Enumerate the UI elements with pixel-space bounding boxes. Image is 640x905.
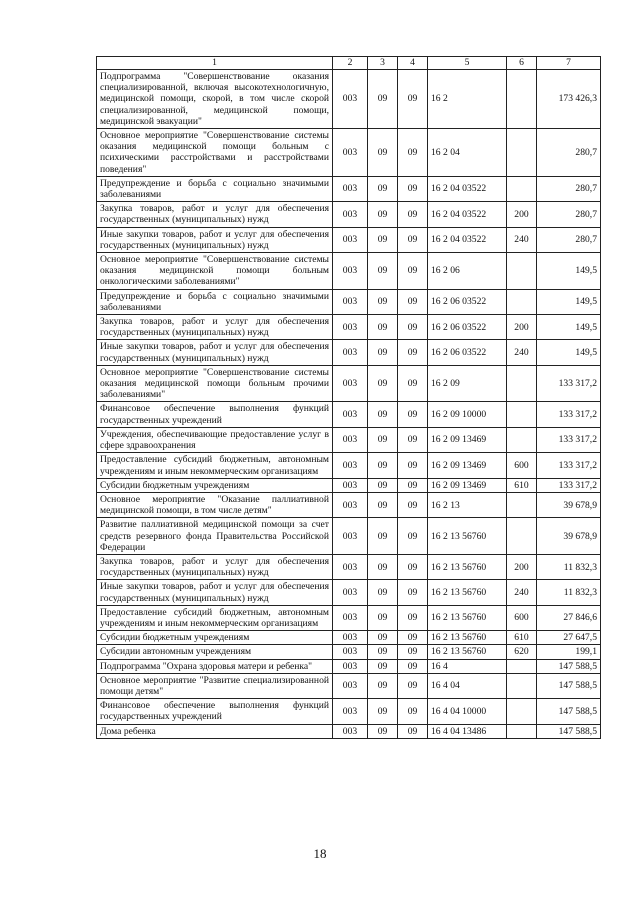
table-row: [97, 70, 601, 129]
expense-type-cell: 200: [507, 202, 537, 227]
row-name-cell: Подпрограмма "Охрана здоровья матери и ребенка": [97, 659, 333, 673]
row-name-cell: Финансовое обеспечение выполнения функций государственных учреждений: [97, 699, 333, 724]
subsection-code-cell: 09: [398, 70, 428, 129]
subsection-code-cell: 09: [398, 673, 428, 698]
subsection-code-cell: 09: [398, 659, 428, 673]
section-code-cell: 09: [368, 699, 398, 724]
table-row: [97, 724, 601, 738]
target-article-cell: 16 4 04 13486: [428, 724, 507, 738]
row-name-cell: Закупка товаров, работ и услуг для обеспечения государственных (муниципальных) нужд: [97, 202, 333, 227]
subsection-code-cell: 09: [398, 645, 428, 659]
amount-cell: 280,7: [537, 202, 601, 227]
admin-code-cell: 003: [333, 340, 368, 365]
admin-code-cell: 003: [333, 724, 368, 738]
amount-cell: 11 832,3: [537, 580, 601, 605]
row-name-cell: Закупка товаров, работ и услуг для обеспечения государственных (муниципальных) нужд: [97, 554, 333, 579]
expense-type-cell: 600: [507, 453, 537, 478]
admin-code-cell: 003: [333, 315, 368, 340]
admin-code-cell: 003: [333, 453, 368, 478]
section-code-cell: 09: [368, 554, 398, 579]
section-code-cell: 09: [368, 129, 398, 177]
row-name-cell: Предупреждение и борьба с социально значимыми заболеваниями: [97, 176, 333, 201]
table-row: [97, 315, 601, 340]
amount-cell: 149,5: [537, 253, 601, 290]
section-code-cell: 09: [368, 631, 398, 645]
target-article-cell: 16 2 06 03522: [428, 315, 507, 340]
admin-code-cell: 003: [333, 659, 368, 673]
row-name-cell: Подпрограмма "Совершенствование оказания специализированной, включая высокотехнологичную, медицинской помощи, скорой, в том числе скорой специализированной, медицинской помощи, медицинской эвакуации": [97, 70, 333, 129]
table-row: [97, 253, 601, 290]
admin-code-cell: 003: [333, 478, 368, 492]
amount-cell: 27 846,6: [537, 605, 601, 630]
amount-cell: 11 832,3: [537, 554, 601, 579]
column-header: 4: [398, 57, 428, 70]
subsection-code-cell: 09: [398, 340, 428, 365]
target-article-cell: 16 2 04: [428, 129, 507, 177]
row-name-cell: Основное мероприятие "Совершенствование системы оказания медицинской помощи больным прочими заболеваниями": [97, 365, 333, 402]
subsection-code-cell: 09: [398, 227, 428, 252]
table-row: [97, 659, 601, 673]
section-code-cell: 09: [368, 402, 398, 427]
amount-cell: 149,5: [537, 289, 601, 314]
expense-type-cell: [507, 673, 537, 698]
expense-type-cell: [507, 70, 537, 129]
target-article-cell: 16 2 13 56760: [428, 580, 507, 605]
expense-type-cell: 200: [507, 315, 537, 340]
table-header-row: [97, 57, 601, 70]
subsection-code-cell: 09: [398, 518, 428, 555]
admin-code-cell: 003: [333, 605, 368, 630]
target-article-cell: 16 2 09 13469: [428, 478, 507, 492]
subsection-code-cell: 09: [398, 631, 428, 645]
admin-code-cell: 003: [333, 427, 368, 452]
amount-cell: 133 317,2: [537, 453, 601, 478]
subsection-code-cell: 09: [398, 605, 428, 630]
subsection-code-cell: 09: [398, 453, 428, 478]
column-header: 3: [368, 57, 398, 70]
subsection-code-cell: 09: [398, 289, 428, 314]
table-row: [97, 129, 601, 177]
table-row: [97, 492, 601, 517]
document-page: [96, 56, 600, 739]
row-name-cell: Предоставление субсидий бюджетным, автономным учреждениям и иным некоммерческим организациям: [97, 605, 333, 630]
section-code-cell: 09: [368, 645, 398, 659]
section-code-cell: 09: [368, 518, 398, 555]
column-header: 5: [428, 57, 507, 70]
target-article-cell: 16 4: [428, 659, 507, 673]
admin-code-cell: 003: [333, 202, 368, 227]
admin-code-cell: 003: [333, 645, 368, 659]
section-code-cell: 09: [368, 70, 398, 129]
amount-cell: 199,1: [537, 645, 601, 659]
target-article-cell: 16 2 06 03522: [428, 340, 507, 365]
expense-type-cell: 240: [507, 340, 537, 365]
row-name-cell: Финансовое обеспечение выполнения функций государственных учреждений: [97, 402, 333, 427]
expense-type-cell: 600: [507, 605, 537, 630]
table-row: [97, 645, 601, 659]
target-article-cell: 16 2 04 03522: [428, 227, 507, 252]
expense-type-cell: 620: [507, 645, 537, 659]
table-row: [97, 365, 601, 402]
section-code-cell: 09: [368, 659, 398, 673]
expense-type-cell: [507, 253, 537, 290]
target-article-cell: 16 2 13 56760: [428, 631, 507, 645]
expense-type-cell: [507, 659, 537, 673]
section-code-cell: 09: [368, 202, 398, 227]
amount-cell: 133 317,2: [537, 365, 601, 402]
table-row: [97, 518, 601, 555]
row-name-cell: Иные закупки товаров, работ и услуг для обеспечения государственных (муниципальных) нужд: [97, 580, 333, 605]
column-header: 6: [507, 57, 537, 70]
subsection-code-cell: 09: [398, 176, 428, 201]
target-article-cell: 16 4 04: [428, 673, 507, 698]
target-article-cell: 16 2 13 56760: [428, 518, 507, 555]
row-name-cell: Основное мероприятие "Оказание паллиативной медицинской помощи, в том числе детям": [97, 492, 333, 517]
table-row: [97, 427, 601, 452]
target-article-cell: 16 2 04 03522: [428, 176, 507, 201]
table-row: [97, 402, 601, 427]
table-row: [97, 202, 601, 227]
admin-code-cell: 003: [333, 402, 368, 427]
row-name-cell: Субсидии автономным учреждениям: [97, 645, 333, 659]
admin-code-cell: 003: [333, 129, 368, 177]
expense-type-cell: 200: [507, 554, 537, 579]
subsection-code-cell: 09: [398, 402, 428, 427]
section-code-cell: 09: [368, 492, 398, 517]
expense-type-cell: [507, 176, 537, 201]
admin-code-cell: 003: [333, 227, 368, 252]
subsection-code-cell: 09: [398, 699, 428, 724]
row-name-cell: Закупка товаров, работ и услуг для обеспечения государственных (муниципальных) нужд: [97, 315, 333, 340]
section-code-cell: 09: [368, 673, 398, 698]
expense-type-cell: 240: [507, 227, 537, 252]
page-number: 18: [313, 846, 327, 861]
row-name-cell: Основное мероприятие "Совершенствование системы оказания медицинской помощи больным с психическими расстройствами и расстройствами поведения": [97, 129, 333, 177]
expense-type-cell: [507, 402, 537, 427]
amount-cell: 149,5: [537, 315, 601, 340]
target-article-cell: 16 2 13: [428, 492, 507, 517]
section-code-cell: 09: [368, 724, 398, 738]
target-article-cell: 16 2 09 13469: [428, 427, 507, 452]
table-row: [97, 631, 601, 645]
row-name-cell: Иные закупки товаров, работ и услуг для обеспечения государственных (муниципальных) нужд: [97, 340, 333, 365]
row-name-cell: Основное мероприятие "Развитие специализированной помощи детям": [97, 673, 333, 698]
amount-cell: 133 317,2: [537, 402, 601, 427]
expense-type-cell: 610: [507, 631, 537, 645]
amount-cell: 147 588,5: [537, 673, 601, 698]
amount-cell: 147 588,5: [537, 724, 601, 738]
amount-cell: 280,7: [537, 176, 601, 201]
amount-cell: 133 317,2: [537, 478, 601, 492]
amount-cell: 27 647,5: [537, 631, 601, 645]
admin-code-cell: 003: [333, 699, 368, 724]
row-name-cell: Иные закупки товаров, работ и услуг для обеспечения государственных (муниципальных) нужд: [97, 227, 333, 252]
amount-cell: 280,7: [537, 129, 601, 177]
table-row: [97, 227, 601, 252]
section-code-cell: 09: [368, 605, 398, 630]
target-article-cell: 16 2 09 10000: [428, 402, 507, 427]
table-row: [97, 340, 601, 365]
subsection-code-cell: 09: [398, 580, 428, 605]
amount-cell: 39 678,9: [537, 492, 601, 517]
expense-type-cell: 610: [507, 478, 537, 492]
admin-code-cell: 003: [333, 365, 368, 402]
section-code-cell: 09: [368, 315, 398, 340]
target-article-cell: 16 2 06 03522: [428, 289, 507, 314]
section-code-cell: 09: [368, 478, 398, 492]
subsection-code-cell: 09: [398, 315, 428, 340]
target-article-cell: 16 2 09: [428, 365, 507, 402]
amount-cell: 173 426,3: [537, 70, 601, 129]
subsection-code-cell: 09: [398, 129, 428, 177]
admin-code-cell: 003: [333, 492, 368, 517]
section-code-cell: 09: [368, 289, 398, 314]
table-row: [97, 554, 601, 579]
column-header: 7: [537, 57, 601, 70]
table-row: [97, 453, 601, 478]
table-body: [97, 70, 601, 739]
expense-type-cell: [507, 699, 537, 724]
row-name-cell: Учреждения, обеспечивающие предоставление услуг в сфере здравоохранения: [97, 427, 333, 452]
section-code-cell: 09: [368, 227, 398, 252]
row-name-cell: Предоставление субсидий бюджетным, автономным учреждениям и иным некоммерческим организациям: [97, 453, 333, 478]
subsection-code-cell: 09: [398, 492, 428, 517]
subsection-code-cell: 09: [398, 478, 428, 492]
section-code-cell: 09: [368, 340, 398, 365]
target-article-cell: 16 2 13 56760: [428, 645, 507, 659]
admin-code-cell: 003: [333, 253, 368, 290]
expense-type-cell: [507, 492, 537, 517]
target-article-cell: 16 2 04 03522: [428, 202, 507, 227]
expense-type-cell: [507, 289, 537, 314]
expense-type-cell: [507, 365, 537, 402]
target-article-cell: 16 2 13 56760: [428, 605, 507, 630]
row-name-cell: Субсидии бюджетным учреждениям: [97, 478, 333, 492]
table-row: [97, 176, 601, 201]
admin-code-cell: 003: [333, 70, 368, 129]
target-article-cell: 16 2 13 56760: [428, 554, 507, 579]
row-name-cell: Предупреждение и борьба с социально значимыми заболеваниями: [97, 289, 333, 314]
amount-cell: 147 588,5: [537, 699, 601, 724]
target-article-cell: 16 4 04 10000: [428, 699, 507, 724]
section-code-cell: 09: [368, 176, 398, 201]
expense-type-cell: 240: [507, 580, 537, 605]
column-header: 2: [333, 57, 368, 70]
table-row: [97, 605, 601, 630]
section-code-cell: 09: [368, 427, 398, 452]
subsection-code-cell: 09: [398, 253, 428, 290]
admin-code-cell: 003: [333, 289, 368, 314]
amount-cell: 39 678,9: [537, 518, 601, 555]
target-article-cell: 16 2: [428, 70, 507, 129]
table-row: [97, 673, 601, 698]
section-code-cell: 09: [368, 580, 398, 605]
expense-type-cell: [507, 518, 537, 555]
row-name-cell: Дома ребенка: [97, 724, 333, 738]
section-code-cell: 09: [368, 365, 398, 402]
column-header: 1: [97, 57, 333, 70]
amount-cell: 133 317,2: [537, 427, 601, 452]
expense-type-cell: [507, 129, 537, 177]
admin-code-cell: 003: [333, 673, 368, 698]
admin-code-cell: 003: [333, 554, 368, 579]
row-name-cell: Основное мероприятие "Совершенствование системы оказания медицинской помощи больным онкологическими заболеваниями": [97, 253, 333, 290]
expense-type-cell: [507, 427, 537, 452]
admin-code-cell: 003: [333, 518, 368, 555]
section-code-cell: 09: [368, 253, 398, 290]
amount-cell: 280,7: [537, 227, 601, 252]
row-name-cell: Развитие паллиативной медицинской помощи за счет средств резервного фонда Правительства Российской Федерации: [97, 518, 333, 555]
subsection-code-cell: 09: [398, 365, 428, 402]
target-article-cell: 16 2 06: [428, 253, 507, 290]
subsection-code-cell: 09: [398, 554, 428, 579]
row-name-cell: Субсидии бюджетным учреждениям: [97, 631, 333, 645]
table-row: [97, 478, 601, 492]
amount-cell: 149,5: [537, 340, 601, 365]
admin-code-cell: 003: [333, 176, 368, 201]
amount-cell: 147 588,5: [537, 659, 601, 673]
admin-code-cell: 003: [333, 631, 368, 645]
section-code-cell: 09: [368, 453, 398, 478]
table-row: [97, 699, 601, 724]
subsection-code-cell: 09: [398, 427, 428, 452]
table-row: [97, 289, 601, 314]
subsection-code-cell: 09: [398, 202, 428, 227]
subsection-code-cell: 09: [398, 724, 428, 738]
expense-type-cell: [507, 724, 537, 738]
budget-table: [96, 56, 601, 739]
admin-code-cell: 003: [333, 580, 368, 605]
target-article-cell: 16 2 09 13469: [428, 453, 507, 478]
table-row: [97, 580, 601, 605]
